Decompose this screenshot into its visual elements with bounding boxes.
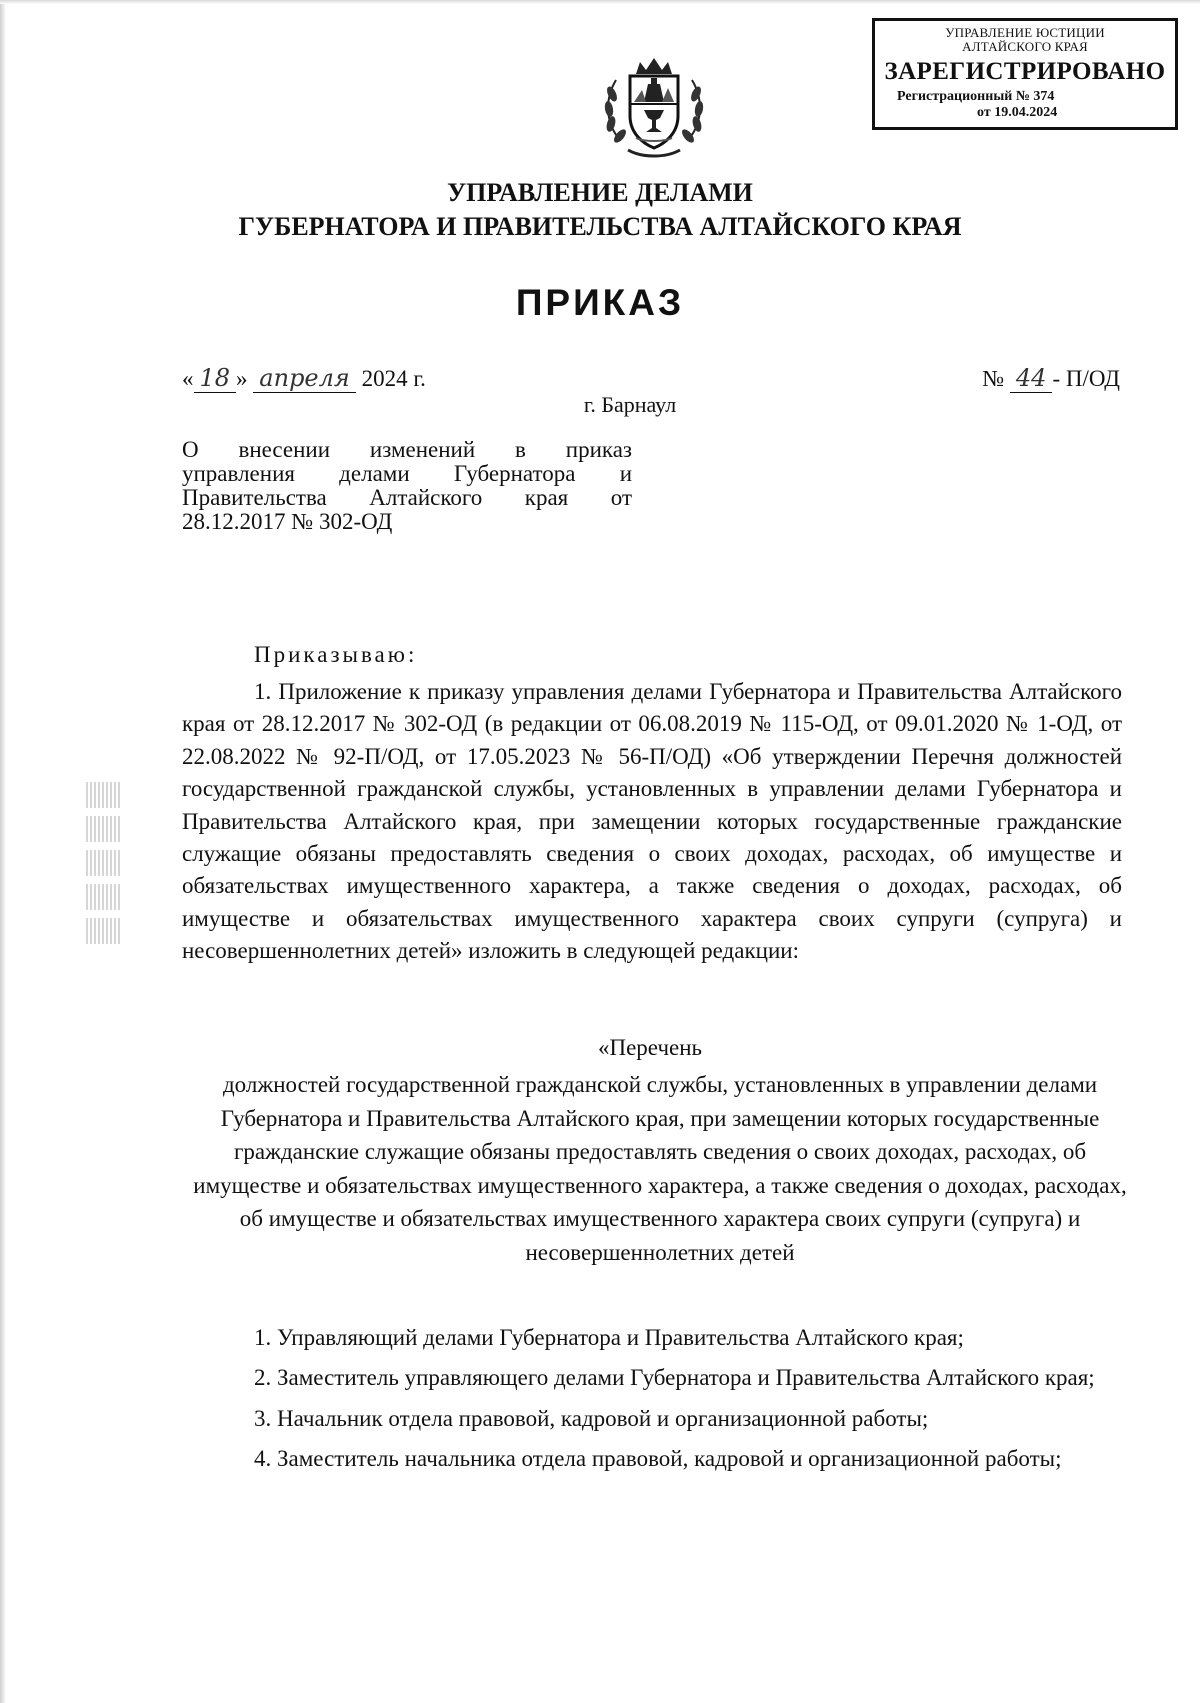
- document-type: ПРИКАЗ: [515, 282, 685, 323]
- altai-coat-of-arms-icon: [598, 54, 710, 166]
- subject-line: управления делами Губернатора и: [182, 461, 632, 486]
- stamp-org-line: АЛТАЙСКОГО КРАЯ: [962, 39, 1088, 54]
- list-item: 4. Заместитель начальника отдела правовой, кадровой и организационной работы;: [254, 1446, 1062, 1472]
- city: г. Барнаул: [583, 392, 677, 417]
- list-item: 3. Начальник отдела правовой, кадровой и организационной работы;: [254, 1405, 929, 1431]
- list-item: 1. Управляющий делами Губернатора и Правительства Алтайского края;: [254, 1325, 964, 1350]
- date-month: апреля: [253, 364, 356, 393]
- document-number: [982, 364, 1120, 392]
- stamp-reg-date: от 19.04.2024: [977, 105, 1058, 120]
- positions-list: [182, 1322, 1122, 1484]
- subject-line: О внесении изменений в приказ: [182, 437, 632, 462]
- date-open-quote: «: [182, 366, 194, 391]
- stamp-reg-number: Регистрационный № 374: [897, 89, 1055, 104]
- stamp-org: [875, 26, 1175, 54]
- registration-stamp: [872, 18, 1178, 130]
- document-subject: [182, 438, 632, 534]
- scan-edge: [0, 0, 6, 1703]
- org-name-line2: ГУБЕРНАТОРА И ПРАВИТЕЛЬСТВА АЛТАЙСКОГО КРАЯ: [238, 212, 962, 241]
- document-date: [182, 364, 426, 392]
- date-day: 18: [194, 364, 237, 393]
- stamp-registration: [875, 89, 1175, 121]
- list-item: 2. Заместитель управляющего делами Губернатора и Правительства Алтайского края;: [254, 1365, 1095, 1391]
- number-value: 44: [1010, 364, 1053, 393]
- number-prefix: №: [982, 366, 1005, 391]
- order-word: Приказываю:: [254, 642, 418, 667]
- date-year: 2024 г.: [361, 366, 426, 391]
- list-title: «Перечень: [597, 1035, 703, 1060]
- org-name-line1: УПРАВЛЕНИЕ ДЕЛАМИ: [447, 178, 753, 207]
- subject-line: Правительства Алтайского края от: [182, 485, 632, 510]
- paragraph-1: 1. Приложение к приказу управления делами Губернатора и Правительства Алтайского края от 28.12.2017 № 302-ОД (в редакции от 06.08.2019 № 115-ОД, от 09.01.2020 № 1-ОД, от 22.08.2022 № 92-П/ОД, от 17.05.2023 № 56-П/ОД) «Об утверждении Перечня должностей государственной гражданской службы, установленных в управлении делами Губернатора и Правительства Алтайского края, при замещении которых государственные гражданские служащие обязаны предоставлять сведения о своих доходах, расходах, об имуществе и обязательствах имущественного характера, а также сведения о доходах, расходах, об имуществе и обязательствах имущественного характера своих супруги (супруга) и несовершеннолетних детей» изложить в следующей редакции:: [182, 679, 1122, 964]
- subject-line: 28.12.2017 № 302-ОД: [182, 509, 393, 534]
- stamp-org-line: УПРАВЛЕНИЕ ЮСТИЦИИ: [945, 25, 1105, 40]
- scan-edge: [0, 0, 1200, 4]
- list-description: должностей государственной гражданской службы, установленных в управлении делами Губернатора и Правительства Алтайского края, при замещении которых государственные гражданские служащие обязаны предоставлять сведения о своих доходах, расходах, об имуществе и обязательствах имущественного характера, а также сведения о доходах, расходах, об имуществе и обязательствах имущественного характера своих супруги (супруга) и несовершеннолетних детей: [193, 1072, 1127, 1265]
- date-close-quote: »: [236, 366, 248, 391]
- number-suffix: - П/ОД: [1052, 366, 1120, 391]
- stamp-title: ЗАРЕГИСТРИРОВАНО: [884, 58, 1166, 85]
- scan-margin-marks: [86, 782, 122, 952]
